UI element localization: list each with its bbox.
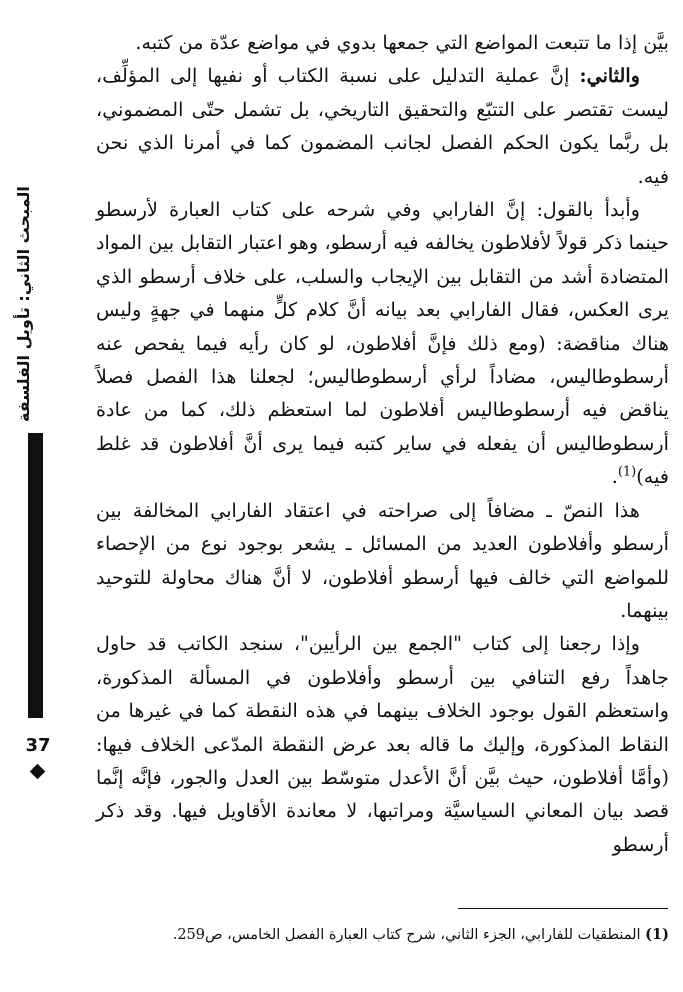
paragraph-lead: والثاني: bbox=[579, 64, 640, 88]
footnote-text: المنطقيات للفارابي، الجزء الثاني، شرح كتاب العبارة الفصل الخامس، ص259. bbox=[172, 927, 646, 943]
running-header: المبحث الثاني: تأويل الفلسفة bbox=[14, 186, 33, 422]
paragraph-text: وأبدأ بالقول: إنَّ الفارابي وفي شرحه على كتاب العبارة لأرسطو حينما ذكر قولاً لأفلاطون يخالفه فيه أرسطو، وهو اعتبار التقابل بين المواد المتضادة أشد من التقابل بين الإيجاب والسلب، على خلاف أرسطو الذي يرى العكس، فقال الفارابي بعد بيانه أنَّ كلام كلٍّ منهما في جهةٍ وليس هناك مناقضة: (ومع ذلك فإنَّ أفلاطون، لو كان رأيه فيما يفحص عنه أرسطوطاليس، مضاداً لرأي أرسطوطاليس؛ لجعلنا هذا الفصل فصلاً يناقض فيه أرسطوطاليس أفلاطون لما استعظم ذلك، كما من عادة أرسطوطاليس أن يفعله في ساير كتبه فيما يرى أنَّ أفلاطون قد غلط فيه) bbox=[96, 198, 669, 489]
paragraph-tail: . bbox=[611, 465, 618, 489]
page-number: 37 bbox=[25, 735, 51, 756]
footnote-reference: (1) bbox=[617, 464, 637, 480]
footnote bbox=[96, 924, 669, 946]
paragraph-text: بيَّن إذا ما تتبعت المواضع التي جمعها بدوي في مواضع عدّة من كتبه. bbox=[135, 31, 669, 54]
paragraph-text: إنَّ عملية التدليل على نسبة الكتاب أو نفيها إلى المؤلِّف، ليست تقتصر على التتبّع والتحقيق التاريخي، بل تشمل حتّى المضموني، بل ربَّما يكون الحكم الفصل لجانب المضمون كما في أمرنا الذي نحن فيه. bbox=[96, 64, 669, 188]
paragraph-text: هذا النصّ ـ مضافاً إلى صراحته في اعتقاد الفارابي المخالفة بين أرسطو وأفلاطون العديد من المسائل ـ يشعر بوجود نوع من الإحصاء للمواضع التي خالف فيها أرسطو أفلاطون، لا أنَّ هناك محاولة للتوحيد بينهما. bbox=[96, 498, 669, 622]
paragraph bbox=[96, 193, 669, 494]
side-bar bbox=[28, 433, 43, 718]
paragraph bbox=[96, 26, 669, 59]
footnote-divider bbox=[458, 908, 668, 909]
diamond-icon bbox=[30, 764, 46, 780]
paragraph bbox=[96, 627, 669, 861]
footnote-number: (1) bbox=[645, 926, 669, 943]
main-text bbox=[96, 26, 669, 861]
paragraph bbox=[96, 59, 669, 193]
paragraph bbox=[96, 494, 669, 628]
paragraph-text: وإذا رجعنا إلى كتاب "الجمع بين الرأيين"، سنجد الكاتب قد حاول جاهداً رفع التنافي بين أرسطو وأفلاطون في المسألة المذكورة، واستعظم القول بوجود الخلاف بينهما في هذه النقطة كما في غيرها من النقاط المذكورة، وإليك ما قاله بعد عرض النقطة المدّعى الخلاف فيها: (وأمَّا أفلاطون، حيث بيَّن أنَّ الأعدل متوسّط بين العدل والجور، فإنَّه إنَّما قصد بيان المعاني السياسيَّة ومراتبها، لا معاندة الأقاويل فيها. وقد ذكر أرسطو bbox=[96, 632, 669, 856]
